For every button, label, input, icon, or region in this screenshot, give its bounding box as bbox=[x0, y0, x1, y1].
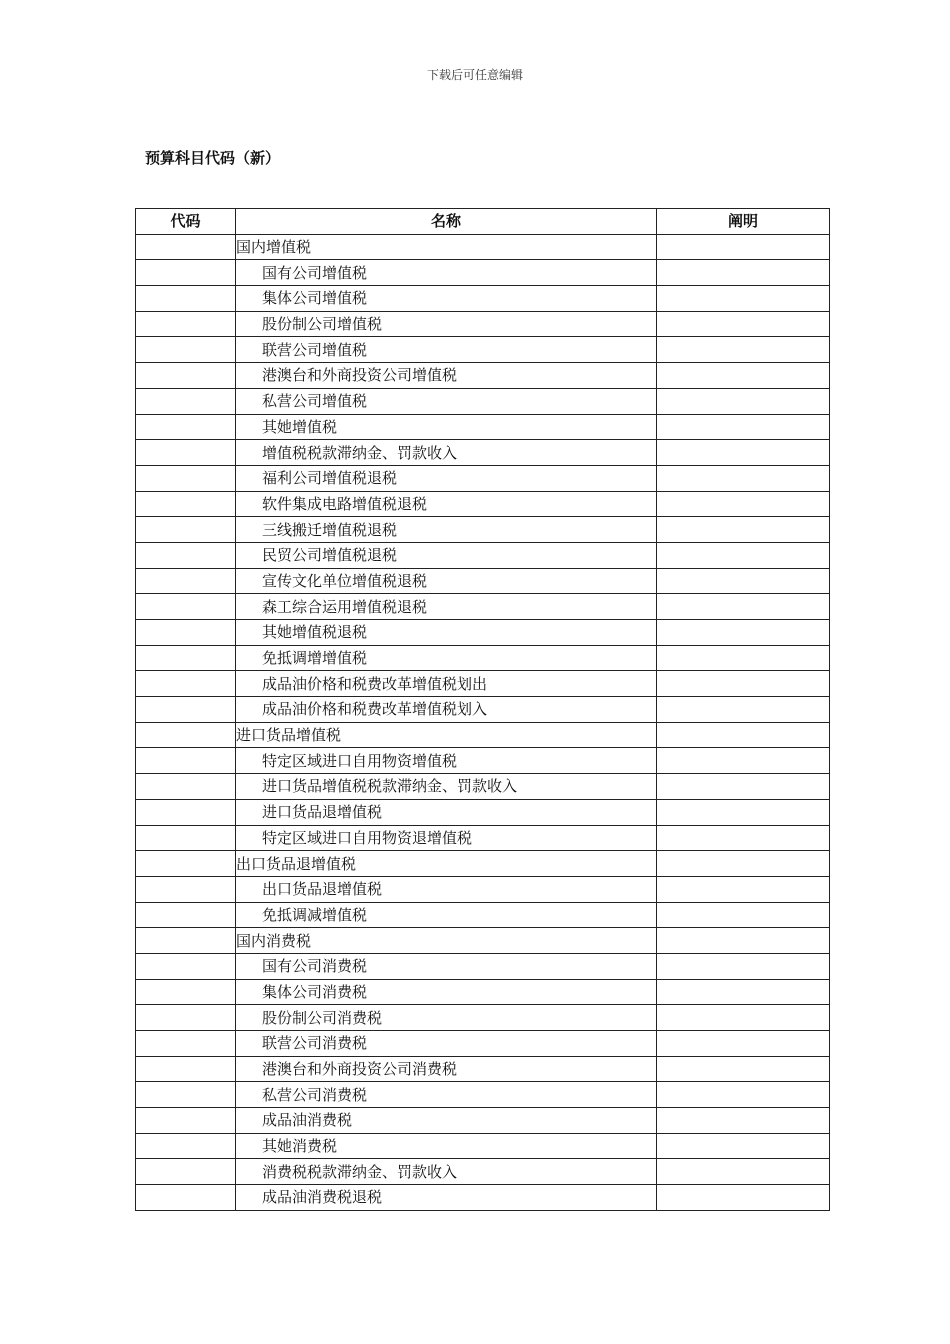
table-row bbox=[136, 517, 830, 543]
table-row bbox=[136, 1185, 830, 1211]
cell-code bbox=[136, 799, 236, 825]
table-row bbox=[136, 594, 830, 620]
table-row bbox=[136, 568, 830, 594]
cell-code bbox=[136, 825, 236, 851]
cell-name: 港澳台和外商投资公司增值税 bbox=[236, 363, 657, 389]
cell-code bbox=[136, 1031, 236, 1057]
cell-name: 进口货品增值税 bbox=[236, 722, 657, 748]
table-row bbox=[136, 440, 830, 466]
table-row bbox=[136, 645, 830, 671]
table-row bbox=[136, 1159, 830, 1185]
cell-code bbox=[136, 337, 236, 363]
cell-name: 进口货品增值税税款滞纳金、罚款收入 bbox=[236, 774, 657, 800]
cell-code bbox=[136, 902, 236, 928]
cell-name: 国内增值税 bbox=[236, 234, 657, 260]
cell-code bbox=[136, 286, 236, 312]
cell-code bbox=[136, 1108, 236, 1134]
cell-name: 其她增值税退税 bbox=[236, 620, 657, 646]
cell-name: 三线搬迁增值税退税 bbox=[236, 517, 657, 543]
cell-code bbox=[136, 774, 236, 800]
table-row bbox=[136, 388, 830, 414]
table-row bbox=[136, 337, 830, 363]
column-header-name: 名称 bbox=[236, 209, 657, 235]
cell-desc bbox=[657, 697, 830, 723]
cell-desc bbox=[657, 234, 830, 260]
cell-desc bbox=[657, 979, 830, 1005]
table-row bbox=[136, 465, 830, 491]
cell-code bbox=[136, 748, 236, 774]
table-row bbox=[136, 363, 830, 389]
cell-name: 出口货品退增值税 bbox=[236, 876, 657, 902]
cell-code bbox=[136, 1185, 236, 1211]
cell-code bbox=[136, 671, 236, 697]
cell-code bbox=[136, 542, 236, 568]
cell-code bbox=[136, 722, 236, 748]
table-row bbox=[136, 979, 830, 1005]
cell-desc bbox=[657, 1185, 830, 1211]
cell-name: 宣传文化单位增值税退税 bbox=[236, 568, 657, 594]
cell-desc bbox=[657, 542, 830, 568]
table-row bbox=[136, 620, 830, 646]
cell-name: 国内消费税 bbox=[236, 928, 657, 954]
cell-name: 集体公司增值税 bbox=[236, 286, 657, 312]
cell-code bbox=[136, 928, 236, 954]
table-row bbox=[136, 1082, 830, 1108]
cell-name: 其她消费税 bbox=[236, 1133, 657, 1159]
cell-name: 成品油价格和税费改革增值税划入 bbox=[236, 697, 657, 723]
cell-desc bbox=[657, 851, 830, 877]
table-row bbox=[136, 286, 830, 312]
table-row bbox=[136, 1133, 830, 1159]
table-row bbox=[136, 1056, 830, 1082]
cell-name: 出口货品退增值税 bbox=[236, 851, 657, 877]
cell-code bbox=[136, 568, 236, 594]
cell-desc bbox=[657, 286, 830, 312]
table-row bbox=[136, 234, 830, 260]
cell-name: 成品油消费税退税 bbox=[236, 1185, 657, 1211]
cell-name: 股份制公司增值税 bbox=[236, 311, 657, 337]
cell-desc bbox=[657, 1056, 830, 1082]
cell-name: 股份制公司消费税 bbox=[236, 1005, 657, 1031]
cell-desc bbox=[657, 902, 830, 928]
document-title: 预算科目代码（新） bbox=[145, 149, 281, 167]
cell-code bbox=[136, 1056, 236, 1082]
cell-code bbox=[136, 414, 236, 440]
cell-desc bbox=[657, 440, 830, 466]
table-row bbox=[136, 953, 830, 979]
cell-desc bbox=[657, 825, 830, 851]
cell-desc bbox=[657, 722, 830, 748]
cell-desc bbox=[657, 1031, 830, 1057]
table-row bbox=[136, 774, 830, 800]
table-row bbox=[136, 1005, 830, 1031]
cell-name: 集体公司消费税 bbox=[236, 979, 657, 1005]
table-row bbox=[136, 722, 830, 748]
cell-code bbox=[136, 311, 236, 337]
table-row bbox=[136, 491, 830, 517]
cell-desc bbox=[657, 517, 830, 543]
table-row bbox=[136, 902, 830, 928]
cell-code bbox=[136, 876, 236, 902]
budget-code-table bbox=[135, 208, 830, 1211]
cell-desc bbox=[657, 568, 830, 594]
cell-name: 国有公司消费税 bbox=[236, 953, 657, 979]
cell-desc bbox=[657, 1108, 830, 1134]
cell-code bbox=[136, 594, 236, 620]
cell-code bbox=[136, 363, 236, 389]
cell-code bbox=[136, 645, 236, 671]
cell-code bbox=[136, 440, 236, 466]
cell-desc bbox=[657, 671, 830, 697]
cell-code bbox=[136, 1159, 236, 1185]
cell-desc bbox=[657, 311, 830, 337]
cell-name: 免抵调增增值税 bbox=[236, 645, 657, 671]
cell-code bbox=[136, 1082, 236, 1108]
table-row bbox=[136, 825, 830, 851]
table-row bbox=[136, 671, 830, 697]
cell-desc bbox=[657, 388, 830, 414]
cell-name: 福利公司增值税退税 bbox=[236, 465, 657, 491]
cell-name: 私营公司增值税 bbox=[236, 388, 657, 414]
cell-code bbox=[136, 620, 236, 646]
cell-code bbox=[136, 1005, 236, 1031]
cell-desc bbox=[657, 953, 830, 979]
cell-desc bbox=[657, 414, 830, 440]
cell-name: 特定区域进口自用物资退增值税 bbox=[236, 825, 657, 851]
cell-name: 其她增值税 bbox=[236, 414, 657, 440]
cell-code bbox=[136, 697, 236, 723]
cell-name: 国有公司增值税 bbox=[236, 260, 657, 286]
cell-code bbox=[136, 260, 236, 286]
page-header-note: 下载后可任意编辑 bbox=[426, 68, 523, 82]
cell-code bbox=[136, 517, 236, 543]
cell-name: 增值税税款滞纳金、罚款收入 bbox=[236, 440, 657, 466]
cell-desc bbox=[657, 465, 830, 491]
cell-desc bbox=[657, 491, 830, 517]
column-header-desc: 阐明 bbox=[657, 209, 830, 235]
cell-code bbox=[136, 851, 236, 877]
cell-desc bbox=[657, 748, 830, 774]
table-row bbox=[136, 876, 830, 902]
table-row bbox=[136, 1031, 830, 1057]
table-row bbox=[136, 748, 830, 774]
table-row bbox=[136, 542, 830, 568]
cell-code bbox=[136, 465, 236, 491]
table-row bbox=[136, 260, 830, 286]
table-header-row bbox=[136, 209, 830, 235]
cell-desc bbox=[657, 620, 830, 646]
cell-code bbox=[136, 388, 236, 414]
table-row bbox=[136, 799, 830, 825]
cell-name: 特定区域进口自用物资增值税 bbox=[236, 748, 657, 774]
cell-desc bbox=[657, 337, 830, 363]
cell-code bbox=[136, 979, 236, 1005]
cell-name: 港澳台和外商投资公司消费税 bbox=[236, 1056, 657, 1082]
table-row bbox=[136, 1108, 830, 1134]
cell-name: 消费税税款滞纳金、罚款收入 bbox=[236, 1159, 657, 1185]
cell-name: 民贸公司增值税退税 bbox=[236, 542, 657, 568]
cell-desc bbox=[657, 876, 830, 902]
cell-name: 成品油消费税 bbox=[236, 1108, 657, 1134]
cell-name: 进口货品退增值税 bbox=[236, 799, 657, 825]
table-row bbox=[136, 697, 830, 723]
table-row bbox=[136, 928, 830, 954]
table-row bbox=[136, 414, 830, 440]
cell-code bbox=[136, 491, 236, 517]
cell-name: 免抵调减增值税 bbox=[236, 902, 657, 928]
cell-desc bbox=[657, 594, 830, 620]
cell-desc bbox=[657, 363, 830, 389]
cell-desc bbox=[657, 260, 830, 286]
cell-desc bbox=[657, 1159, 830, 1185]
cell-desc bbox=[657, 799, 830, 825]
cell-name: 成品油价格和税费改革增值税划出 bbox=[236, 671, 657, 697]
cell-name: 联营公司消费税 bbox=[236, 1031, 657, 1057]
cell-desc bbox=[657, 928, 830, 954]
table-body bbox=[136, 234, 830, 1210]
column-header-code: 代码 bbox=[136, 209, 236, 235]
cell-name: 私营公司消费税 bbox=[236, 1082, 657, 1108]
cell-desc bbox=[657, 1133, 830, 1159]
table-row bbox=[136, 311, 830, 337]
cell-code bbox=[136, 1133, 236, 1159]
cell-name: 森工综合运用增值税退税 bbox=[236, 594, 657, 620]
cell-desc bbox=[657, 1082, 830, 1108]
cell-desc bbox=[657, 774, 830, 800]
cell-name: 软件集成电路增值税退税 bbox=[236, 491, 657, 517]
cell-code bbox=[136, 953, 236, 979]
cell-desc bbox=[657, 1005, 830, 1031]
cell-code bbox=[136, 234, 236, 260]
cell-name: 联营公司增值税 bbox=[236, 337, 657, 363]
cell-desc bbox=[657, 645, 830, 671]
table-row bbox=[136, 851, 830, 877]
